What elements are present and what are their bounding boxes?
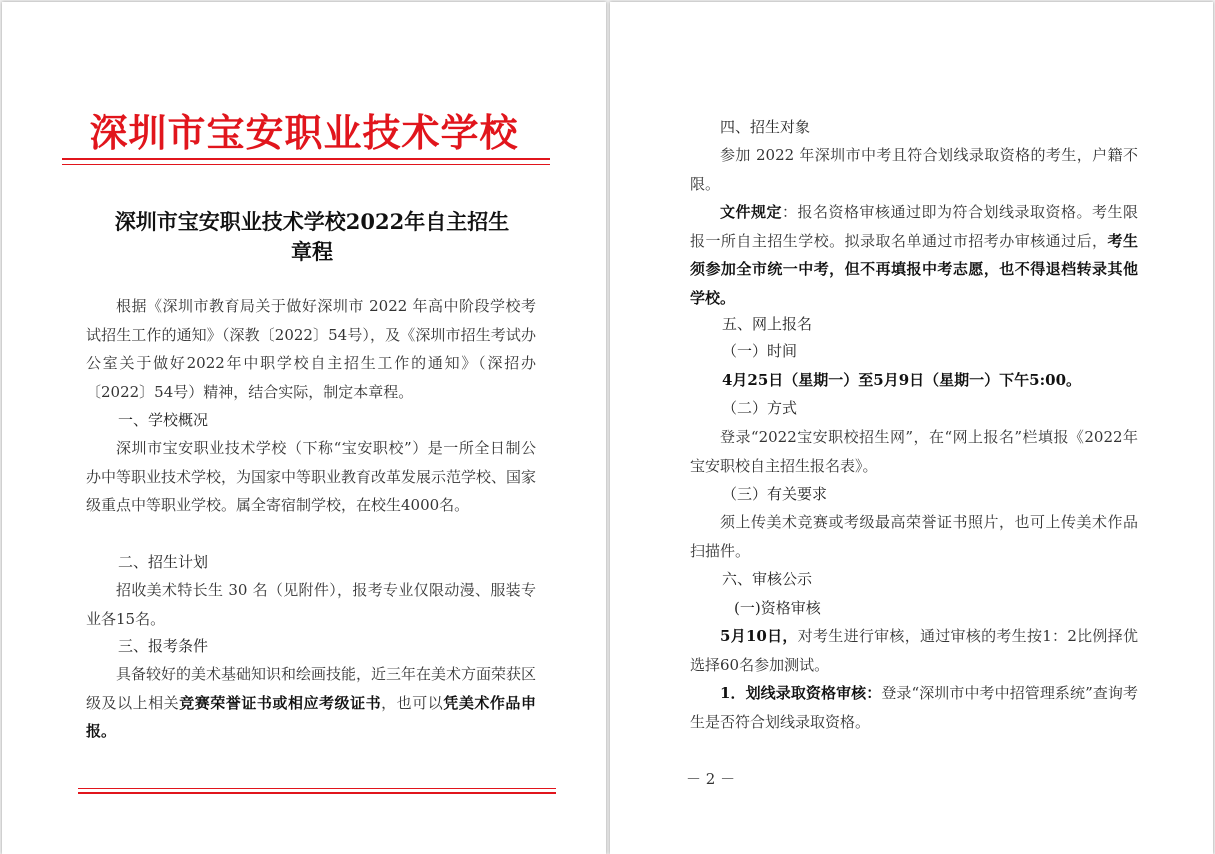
letterhead-rule-thin — [62, 164, 550, 165]
section4-paragraph: 参加 2022 年深圳市中考且符合划线录取资格的考生，户籍不限。 — [690, 146, 1138, 193]
document-title — [42, 207, 582, 267]
intro-paragraph: 根据《深圳市教育局关于做好深圳市 2022 年高中阶段学校考试招生工作的通知》（深教〔2022〕54号），及《深圳市招生考试办公室关于做好2022年中职学校自主招生工作的通知》（深招办〔2022〕54号）精神，结合实际，制定本章程。 — [86, 297, 536, 401]
review-text: 对考生进行审核，通过审核的考生按1：2比例择优选择60名参加测试。 — [690, 627, 1138, 674]
file-rule-label: 文件规定 — [720, 203, 782, 221]
item1-label: 1．划线录取资格审核： — [720, 684, 882, 702]
footer-rule-thin — [78, 788, 556, 789]
registration-time: 4月25日（星期一）至5月9日（星期一）下午5:00。 — [722, 371, 1082, 389]
review-paragraph — [690, 622, 1138, 679]
item1-text: 登录“深圳市中考中招管理系统”查询考生是否符合划线录取资格。 — [690, 684, 1138, 731]
document-page-left — [2, 2, 606, 854]
sub2-heading: （二）方式 — [722, 399, 798, 417]
file-rule-paragraph — [690, 198, 1138, 312]
footer-rule-thick — [78, 792, 556, 794]
section6-heading: 六、审核公示 — [722, 570, 813, 588]
document-title-line1: 深圳市宝安职业技术学校2022年自主招生 — [114, 209, 510, 234]
section3-bold-certificate: 竞赛荣誉证书或相应考级证书 — [179, 693, 382, 712]
section3-heading: 三、报考条件 — [118, 637, 209, 655]
section3-paragraph — [86, 660, 536, 746]
page-number: － 2 － — [686, 770, 736, 788]
sub3-heading: （三）有关要求 — [722, 485, 828, 503]
sub3-paragraph: 须上传美术竞赛或考级最高荣誉证书照片，也可上传美术作品扫描件。 — [690, 513, 1138, 560]
section5-heading: 五、网上报名 — [722, 315, 813, 333]
sub4-heading: (一)资格审核 — [734, 599, 821, 617]
file-rule-bold-text: 考生须参加全市统一中考，但不再填报中考志愿，也不得退档转录其他学校。 — [690, 231, 1138, 307]
section1-paragraph: 深圳市宝安职业技术学校（下称“宝安职校”）是一所全日制公办中等职业技术学校，为国家中等职业教育改革发展示范学校、国家级重点中等职业学校。属全寄宿制学校，在校生4000名。 — [86, 439, 537, 514]
section1-heading: 一、学校概况 — [118, 411, 209, 429]
school-letterhead: 深圳市宝安职业技术学校 — [89, 110, 519, 155]
letterhead-rule-thick — [62, 158, 550, 160]
section4-heading: 四、招生对象 — [720, 118, 811, 136]
document-title-line2: 章程 — [291, 239, 333, 264]
section3-bold-artwork: 凭美术作品申报。 — [86, 693, 536, 740]
sub2-paragraph: 登录“2022宝安职校招生网”，在“网上报名”栏填报《2022年宝安职校自主招生报名表》。 — [690, 428, 1138, 475]
section3-text: 具备较好的美术基础知识和绘画技能，近三年在美术方面荣获区级及以上相关 — [86, 665, 537, 712]
sub1-heading: （一）时间 — [722, 342, 798, 360]
document-page-right — [610, 2, 1213, 854]
review-date: 5月10日， — [720, 627, 798, 645]
file-rule-text: ：报名资格审核通过即为符合划线录取资格。考生限报一所自主招生学校。拟录取名单通过市招考办审核通过后， — [690, 203, 1138, 250]
section2-paragraph: 招收美术特长生 30 名（见附件），报考专业仅限动漫、服装专业各15名。 — [86, 581, 536, 628]
section2-heading: 二、招生计划 — [118, 553, 209, 571]
section3-text-continued: ，也可以 — [381, 693, 444, 712]
item1-paragraph — [690, 679, 1138, 736]
